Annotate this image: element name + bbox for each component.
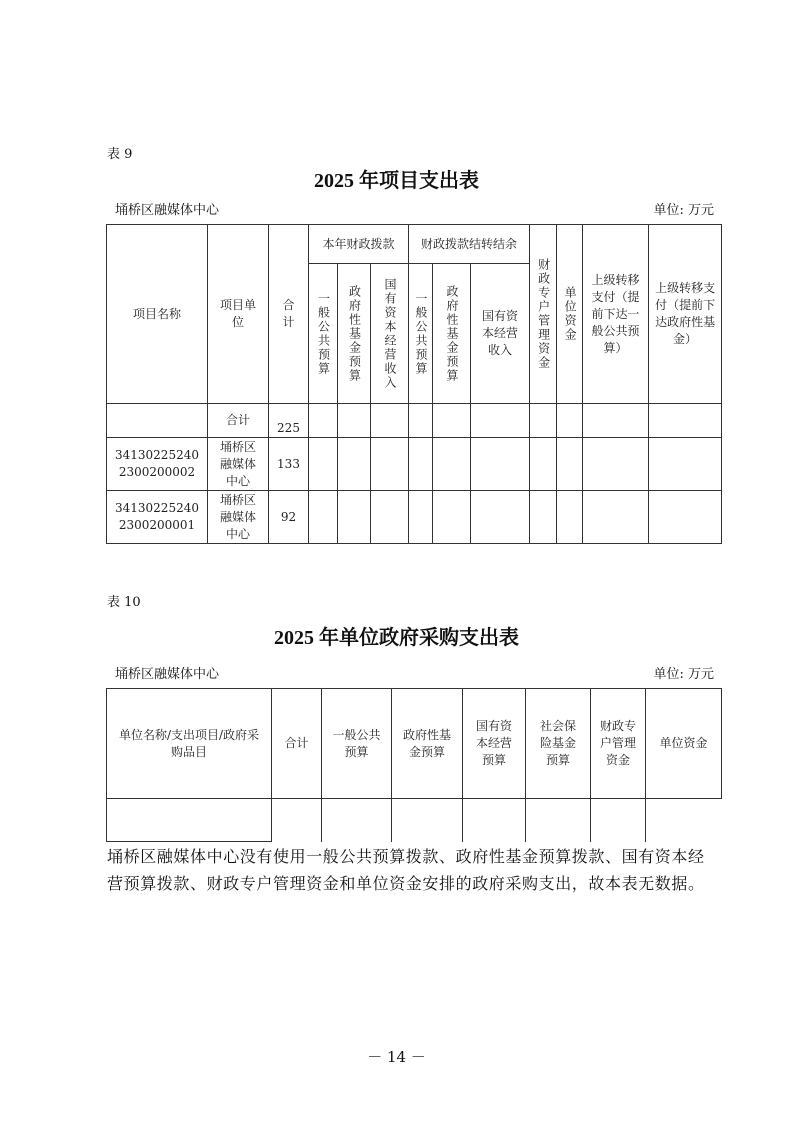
- table10-label: 表 10: [107, 595, 141, 610]
- cell-unit: 合计: [208, 404, 269, 438]
- project-expenditure-table: [106, 224, 722, 544]
- header-general: 一般公共预算: [322, 689, 392, 799]
- header-total: 合计: [269, 225, 309, 404]
- header-state: 国有资本经营预算: [463, 689, 526, 799]
- table9-title: 2025 年项目支出表: [314, 170, 479, 192]
- cell-name: 341302252402300200002: [107, 438, 208, 491]
- header-cur-state: 国有资本经营收入: [383, 277, 398, 390]
- table-row: [107, 404, 722, 438]
- cell-unit: 埇桥区融媒体中心: [208, 438, 269, 491]
- table9-unit: 单位: 万元: [653, 203, 714, 218]
- header-project-unit: 项目单位: [208, 225, 269, 404]
- table9-label: 表 9: [107, 147, 133, 162]
- cell-total: 133: [269, 438, 309, 491]
- cell-unit: 埇桥区融媒体中心: [208, 491, 269, 544]
- cell-total: 92: [269, 491, 309, 544]
- header-special: 财政专户管理资金: [536, 258, 551, 370]
- header-social: 社会保险基金预算: [526, 689, 591, 799]
- header-unit-funds: 单位资金: [563, 286, 578, 342]
- cell-name: [107, 404, 208, 438]
- cell-total: 225: [269, 404, 309, 438]
- table10-unit: 单位: 万元: [653, 667, 714, 682]
- header-co-state: 国有资本经营收入: [471, 264, 530, 404]
- header-unit-name: 单位名称/支出项目/政府采购品目: [107, 689, 272, 799]
- table-row: [107, 438, 722, 491]
- header-fund: 政府性基金预算: [392, 689, 463, 799]
- header-transfer-general: 上级转移支付（提前下达一般公共预算）: [583, 225, 649, 404]
- page-number: － 14 －: [367, 1048, 426, 1066]
- no-data-note: 埇桥区融媒体中心没有使用一般公共预算拨款、政府性基金预算拨款、国有资本经营预算拨款、财政专户管理资金和单位资金安排的政府采购支出，故本表无数据。: [107, 847, 705, 893]
- header-total: 合计: [272, 689, 322, 799]
- header-carryover: 财政拨款结转结余: [409, 225, 530, 264]
- table9-unit-name: 埇桥区融媒体中心: [115, 203, 220, 218]
- table-row: [107, 491, 722, 544]
- header-cur-general: 一般公共预算: [316, 291, 331, 376]
- header-transfer-fund: 上级转移支付（提前下达政府性基金）: [649, 225, 722, 404]
- table10-unit-name: 埇桥区融媒体中心: [115, 667, 220, 682]
- header-cur-fund: 政府性基金预算: [347, 284, 362, 383]
- table-row: [107, 799, 722, 842]
- header-co-fund: 政府性基金预算: [445, 284, 460, 383]
- header-project-name: 项目名称: [107, 225, 208, 404]
- header-co-general: 一般公共预算: [414, 291, 429, 376]
- cell-name: 341302252402300200001: [107, 491, 208, 544]
- header-current-year: 本年财政拨款: [309, 225, 409, 264]
- table10-title: 2025 年单位政府采购支出表: [274, 627, 519, 649]
- header-unit-funds: 单位资金: [646, 689, 722, 799]
- procurement-table: [106, 688, 722, 842]
- header-special: 财政专户管理资金: [591, 689, 646, 799]
